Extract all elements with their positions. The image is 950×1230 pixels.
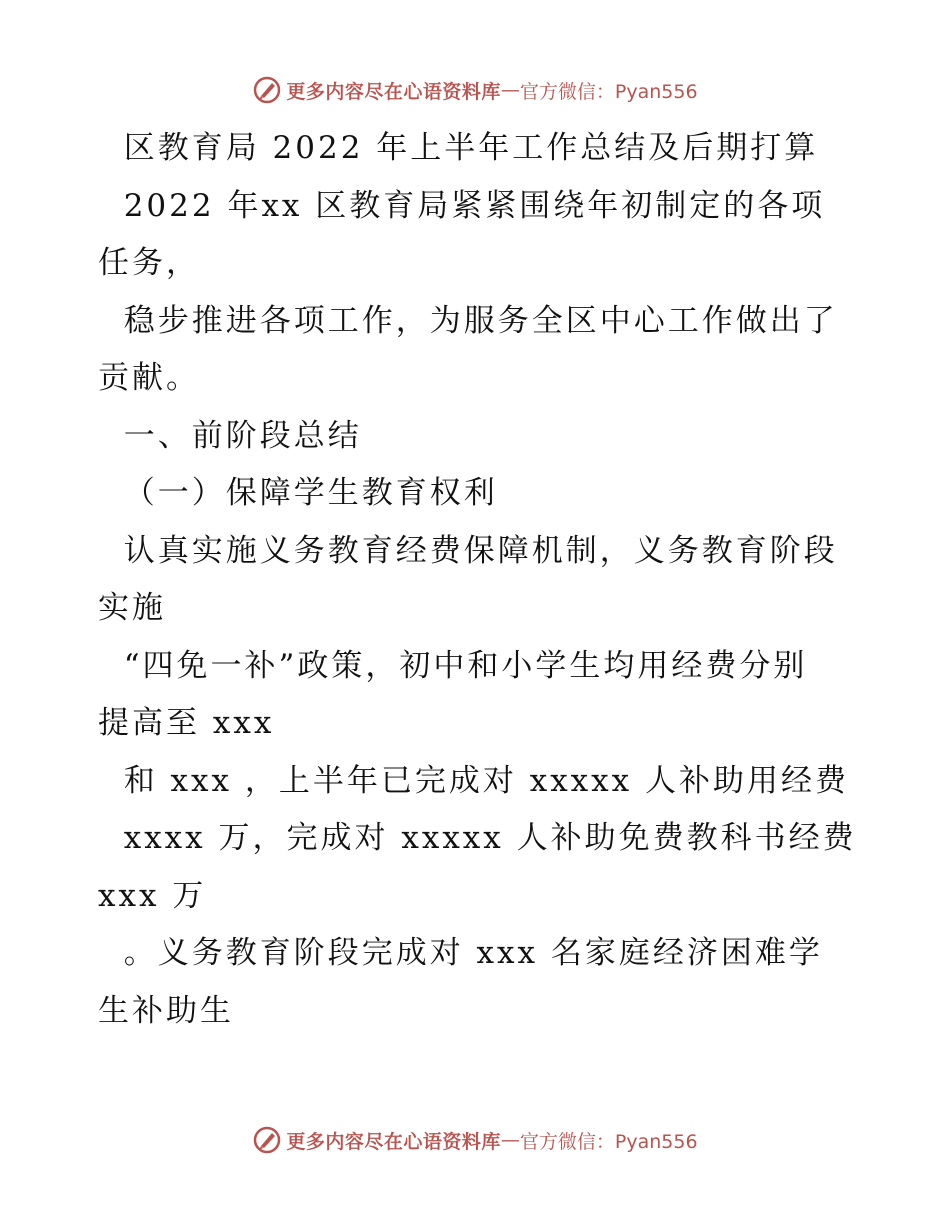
footer-watermark [0, 1120, 950, 1160]
text-line: 稳步推进各项工作，为服务全区中心工作做出了 [98, 302, 838, 339]
text-line: 和 xxx ，上半年已完成对 xxxxx 人补助用经费 [98, 762, 849, 799]
text-line: xxx 万 [98, 877, 207, 914]
pen-logo-icon [252, 75, 282, 105]
text-line: 贡献。 [98, 360, 200, 396]
text-line: 实施 [98, 590, 166, 626]
banner-wechat-text: 官方微信：Pyan556 [519, 80, 698, 103]
text-line: 提高至 xxx [98, 705, 275, 741]
text-line: xxxx 万，完成对 xxxxx 人补助免费教科书经费 [98, 820, 857, 856]
text-line: 2022 年xx 区教育局紧紧围绕年初制定的各项 [98, 187, 826, 224]
document-title: 区教育局 2022 年上半年工作总结及后期打算 [98, 130, 819, 166]
banner-dash: — [500, 1129, 520, 1151]
text-line: 认真实施义务教育经费保障机制，义务教育阶段 [98, 532, 838, 569]
text-line: 。义务教育阶段完成对 xxx 名家庭经济困难学 [98, 935, 823, 971]
banner-dash: — [500, 79, 520, 101]
text-line: 生补助生 [98, 992, 234, 1029]
section-heading: 一、前阶段总结 [98, 417, 362, 454]
text-line: 任务， [98, 245, 200, 281]
document-body [98, 120, 858, 1040]
text-line: “四免一补”政策，初中和小学生均用经费分别 [98, 647, 808, 684]
pen-logo-icon [252, 1125, 282, 1155]
subsection-heading: （一）保障学生教育权利 [98, 475, 498, 511]
banner-wechat-text: 官方微信：Pyan556 [519, 1130, 698, 1153]
banner-brand-text: 更多内容尽在心语资料库 [286, 1130, 501, 1153]
banner-brand-text: 更多内容尽在心语资料库 [286, 80, 501, 103]
header-watermark [0, 70, 950, 110]
